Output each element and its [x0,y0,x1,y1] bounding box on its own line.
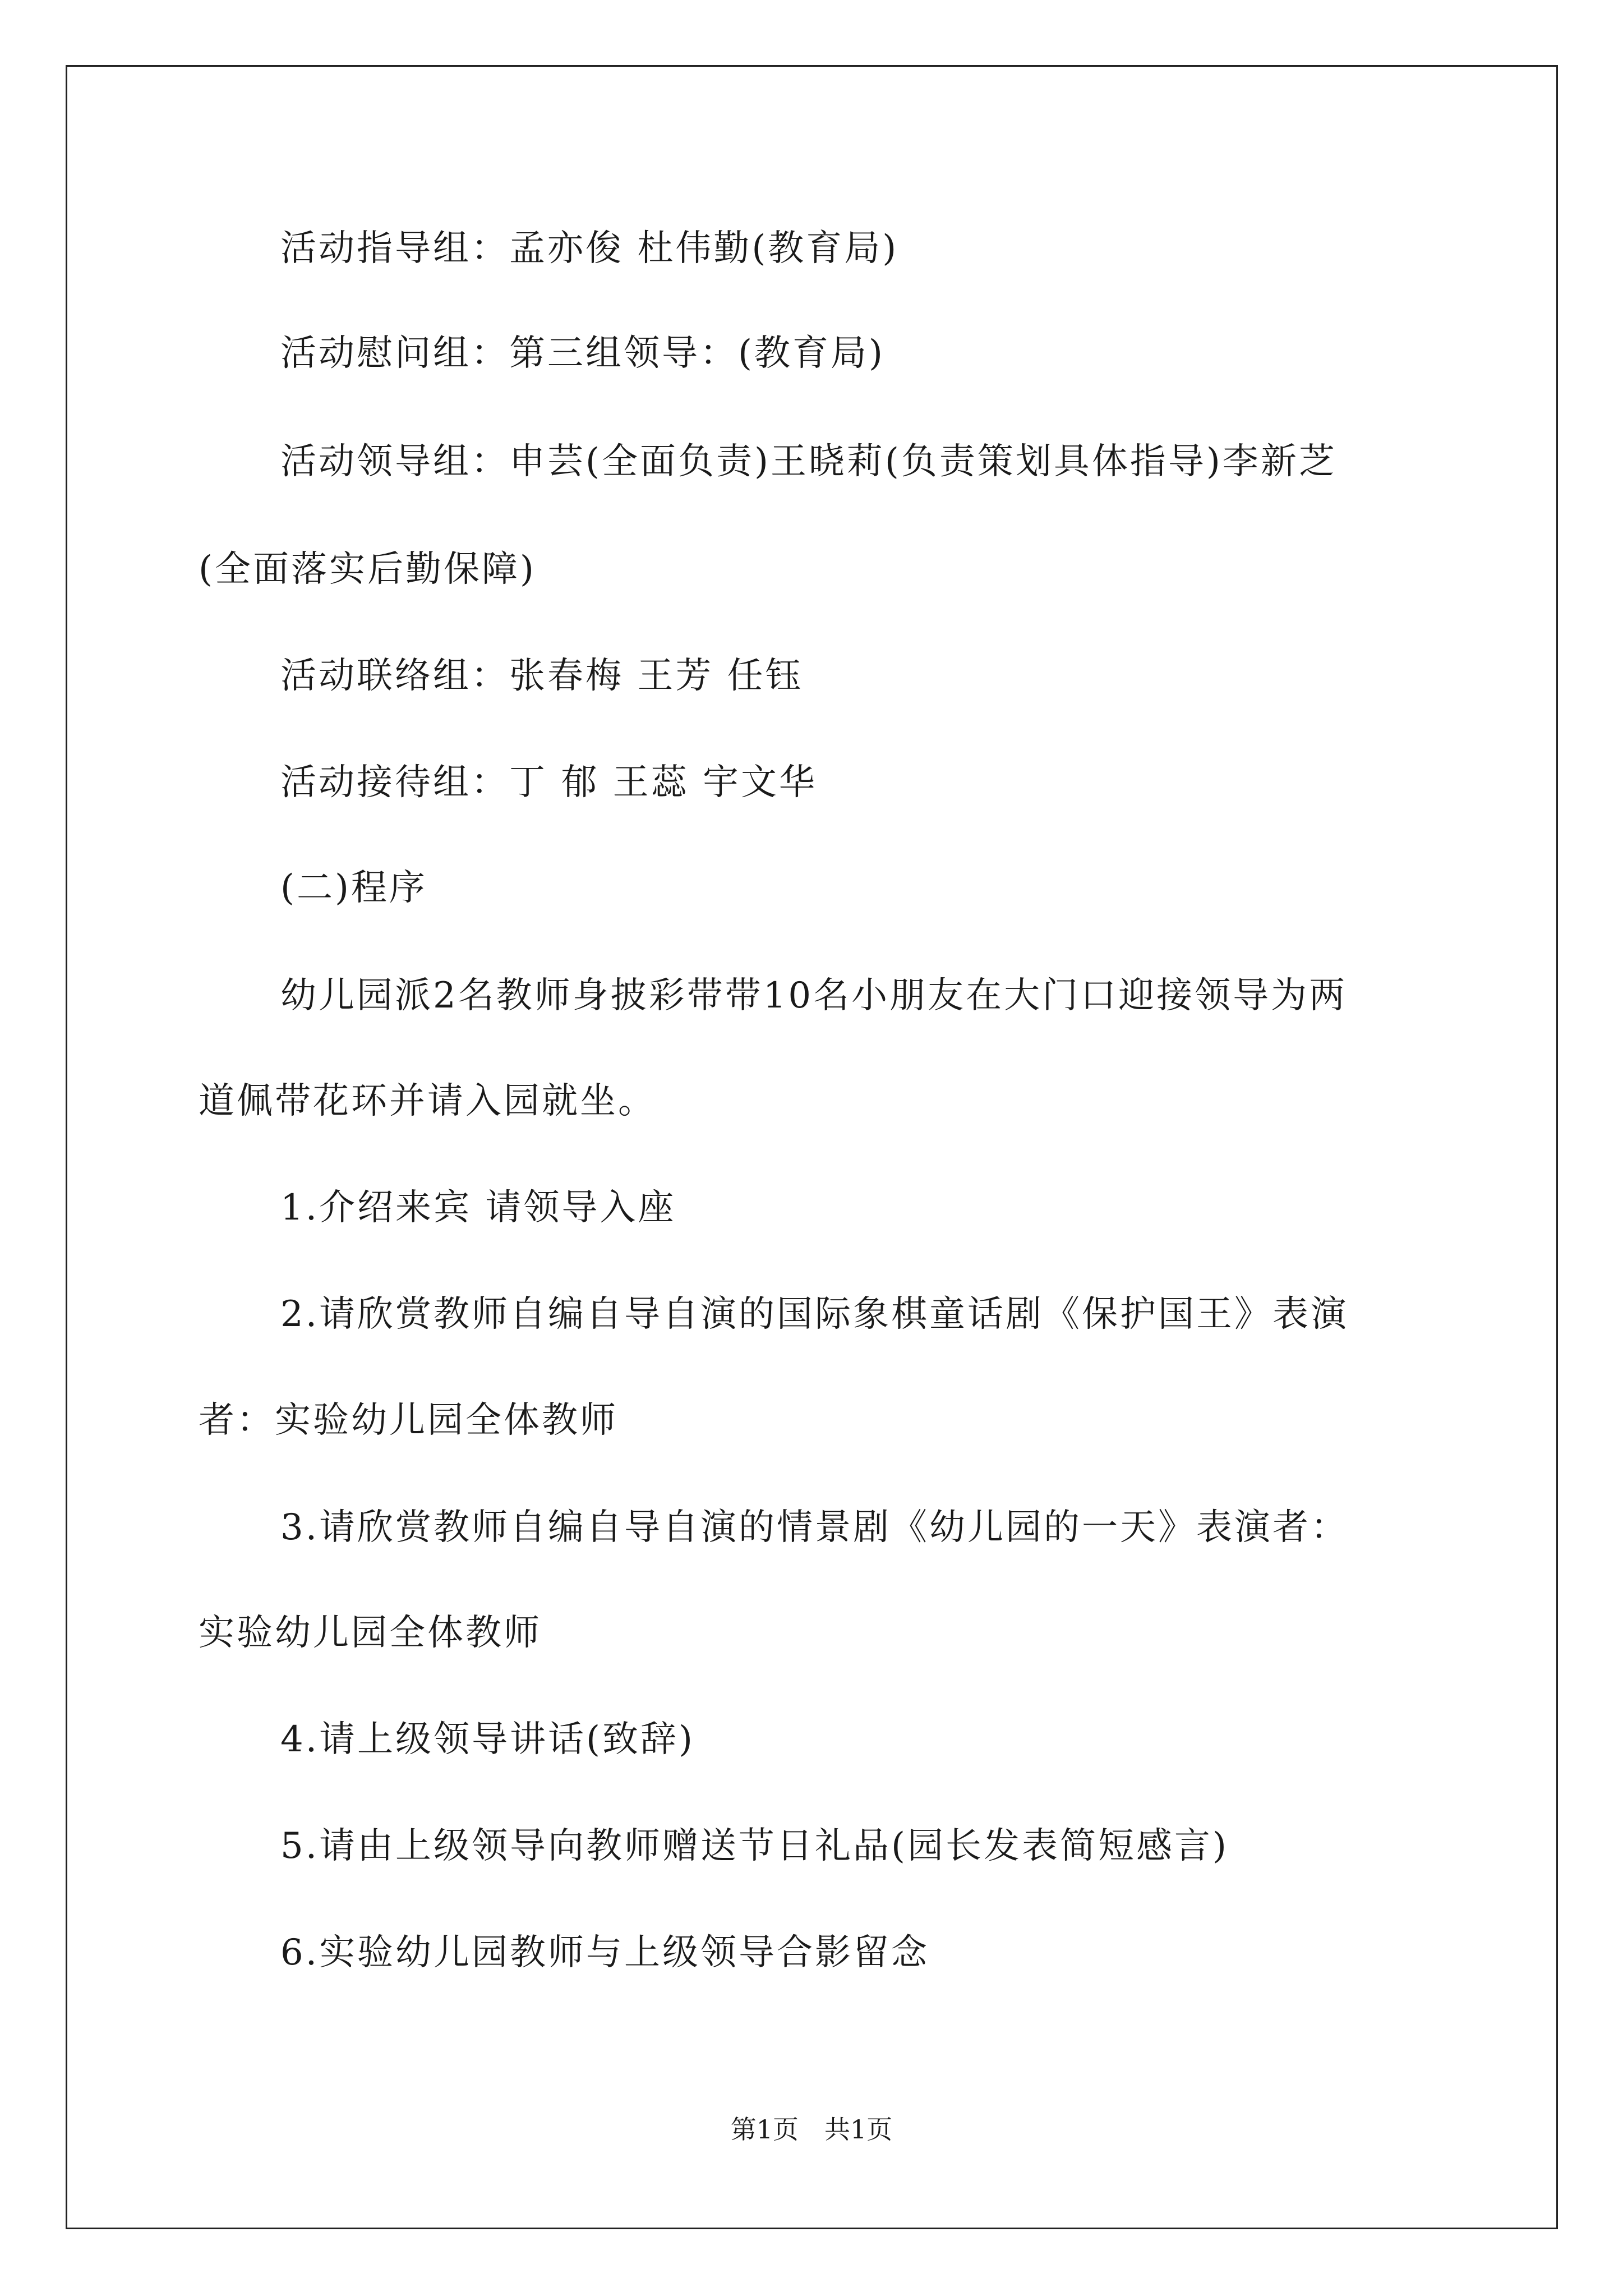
page-number-footer: 第1页 共1页 [730,2114,893,2145]
list-item: 4.请上级领导讲话(致辞) [280,1719,695,1760]
list-item-continuation: 者：实验幼儿园全体教师 [199,1400,618,1441]
paragraph-line: 活动指导组：孟亦俊 杜伟勤(教育局) [280,228,899,269]
list-item-continuation: 实验幼儿园全体教师 [199,1612,542,1654]
paragraph-line: 活动慰问组：第三组领导：(教育局) [280,333,885,374]
list-item: 1.介绍来宾 请领导入座 [280,1187,676,1228]
paragraph-line: (全面落实后勤保障) [199,549,536,590]
paragraph-line: 幼儿园派2名教师身披彩带带10名小朋友在大门口迎接领导为两 [280,975,1348,1016]
section-heading: (二)程序 [280,867,427,909]
list-item: 6.实验幼儿园教师与上级领导合影留念 [280,1932,930,1973]
list-item: 2.请欣赏教师自编自导自演的国际象棋童话剧《保护国王》表演 [280,1294,1349,1335]
paragraph-line: 道佩带花环并请入园就坐。 [199,1080,656,1122]
paragraph-line: 活动接待组：丁 郁 王蕊 宇文华 [280,762,818,803]
paragraph-line: 活动领导组：申芸(全面负责)王晓莉(负责策划具体指导)李新芝 [280,441,1337,482]
list-item: 5.请由上级领导向教师赠送节日礼品(园长发表简短感言) [280,1825,1229,1867]
list-item: 3.请欣赏教师自编自导自演的情景剧《幼儿园的一天》表演者： [280,1507,1349,1548]
page-border [66,65,1558,2229]
paragraph-line: 活动联络组：张春梅 王芳 任钰 [280,655,804,697]
